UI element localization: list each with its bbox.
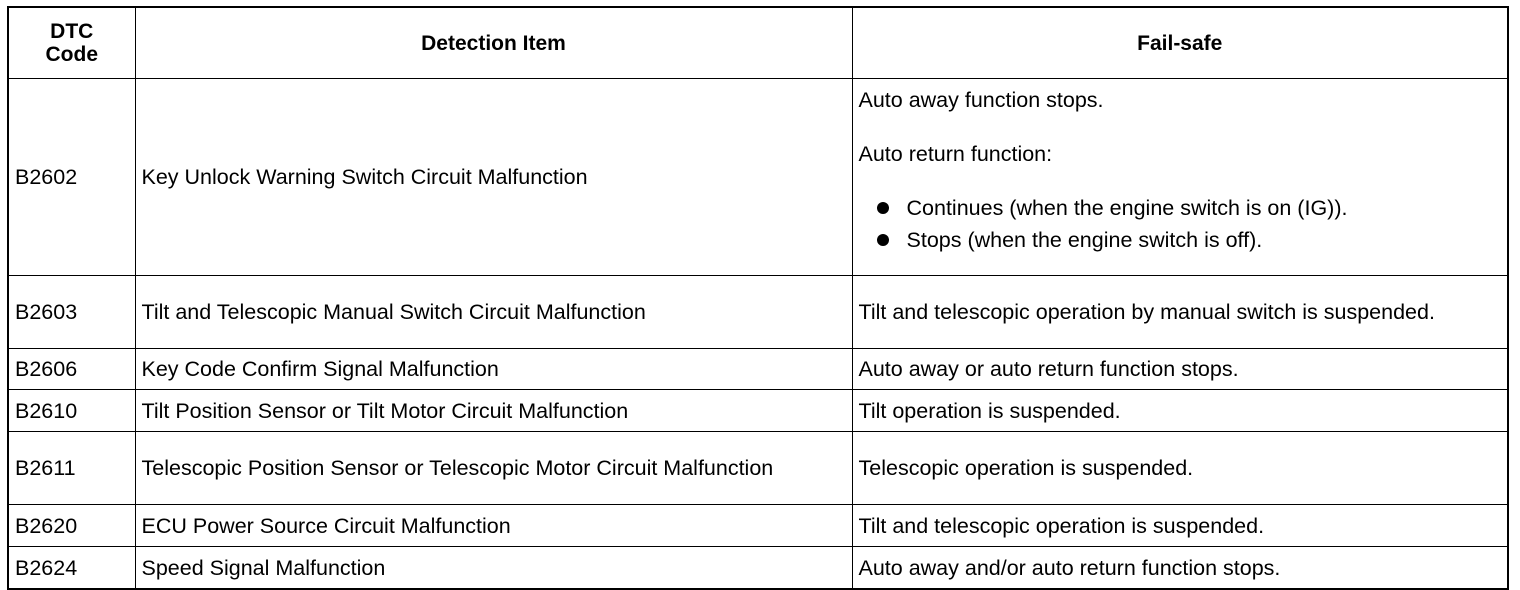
fail-safe-cell: Auto away and/or auto return function stops. bbox=[852, 547, 1508, 590]
table-row bbox=[8, 547, 1508, 590]
dtc-code-cell: B2602 bbox=[8, 79, 135, 276]
column-header-detection-item: Detection Item bbox=[135, 7, 852, 79]
dtc-table bbox=[7, 6, 1509, 590]
detection-item-cell: Key Code Confirm Signal Malfunction bbox=[135, 349, 852, 390]
table-row bbox=[8, 276, 1508, 349]
dtc-code-cell: B2603 bbox=[8, 276, 135, 349]
list-item bbox=[859, 224, 1502, 256]
dtc-code-cell: B2606 bbox=[8, 349, 135, 390]
detection-item-cell: Key Unlock Warning Switch Circuit Malfunction bbox=[135, 79, 852, 276]
table-row bbox=[8, 432, 1508, 505]
column-header-code-line: Code bbox=[45, 43, 98, 66]
column-header-fail-safe: Fail-safe bbox=[852, 7, 1508, 79]
fail-safe-text: Auto away function stops. bbox=[858, 88, 1104, 112]
fail-safe-bullet-list bbox=[859, 192, 1502, 256]
detection-item-cell: Tilt and Telescopic Manual Switch Circuit Malfunction bbox=[135, 276, 852, 349]
table-row bbox=[8, 505, 1508, 547]
fail-safe-cell: Auto away or auto return function stops. bbox=[852, 349, 1508, 390]
fail-safe-cell: Tilt and telescopic operation is suspended. bbox=[852, 505, 1508, 547]
detection-item-cell: Telescopic Position Sensor or Telescopic Motor Circuit Malfunction bbox=[135, 432, 852, 505]
bullet-icon bbox=[877, 234, 889, 246]
dtc-code-cell: B2624 bbox=[8, 547, 135, 590]
fail-safe-cell: Tilt operation is suspended. bbox=[852, 390, 1508, 432]
detection-item-cell: Tilt Position Sensor or Tilt Motor Circuit Malfunction bbox=[135, 390, 852, 432]
table-row bbox=[8, 79, 1508, 276]
fail-safe-cell: Telescopic operation is suspended. bbox=[852, 432, 1508, 505]
column-header-dtc-line: DTC bbox=[50, 20, 94, 43]
bullet-text: Continues (when the engine switch is on (IG)). bbox=[906, 196, 1348, 220]
bullet-text: Stops (when the engine switch is off). bbox=[906, 228, 1263, 252]
fail-safe-cell bbox=[852, 79, 1508, 276]
table-header-row bbox=[8, 7, 1508, 79]
detection-item-cell: Speed Signal Malfunction bbox=[135, 547, 852, 590]
list-item bbox=[859, 192, 1502, 224]
table-row bbox=[8, 390, 1508, 432]
table-row bbox=[8, 349, 1508, 390]
dtc-code-cell: B2611 bbox=[8, 432, 135, 505]
bullet-icon bbox=[877, 202, 889, 214]
detection-item-cell: ECU Power Source Circuit Malfunction bbox=[135, 505, 852, 547]
fail-safe-cell: Tilt and telescopic operation by manual switch is suspended. bbox=[852, 276, 1508, 349]
column-header-dtc-code bbox=[8, 7, 135, 79]
dtc-code-cell: B2620 bbox=[8, 505, 135, 547]
dtc-code-cell: B2610 bbox=[8, 390, 135, 432]
fail-safe-text: Auto return function: bbox=[858, 142, 1053, 166]
